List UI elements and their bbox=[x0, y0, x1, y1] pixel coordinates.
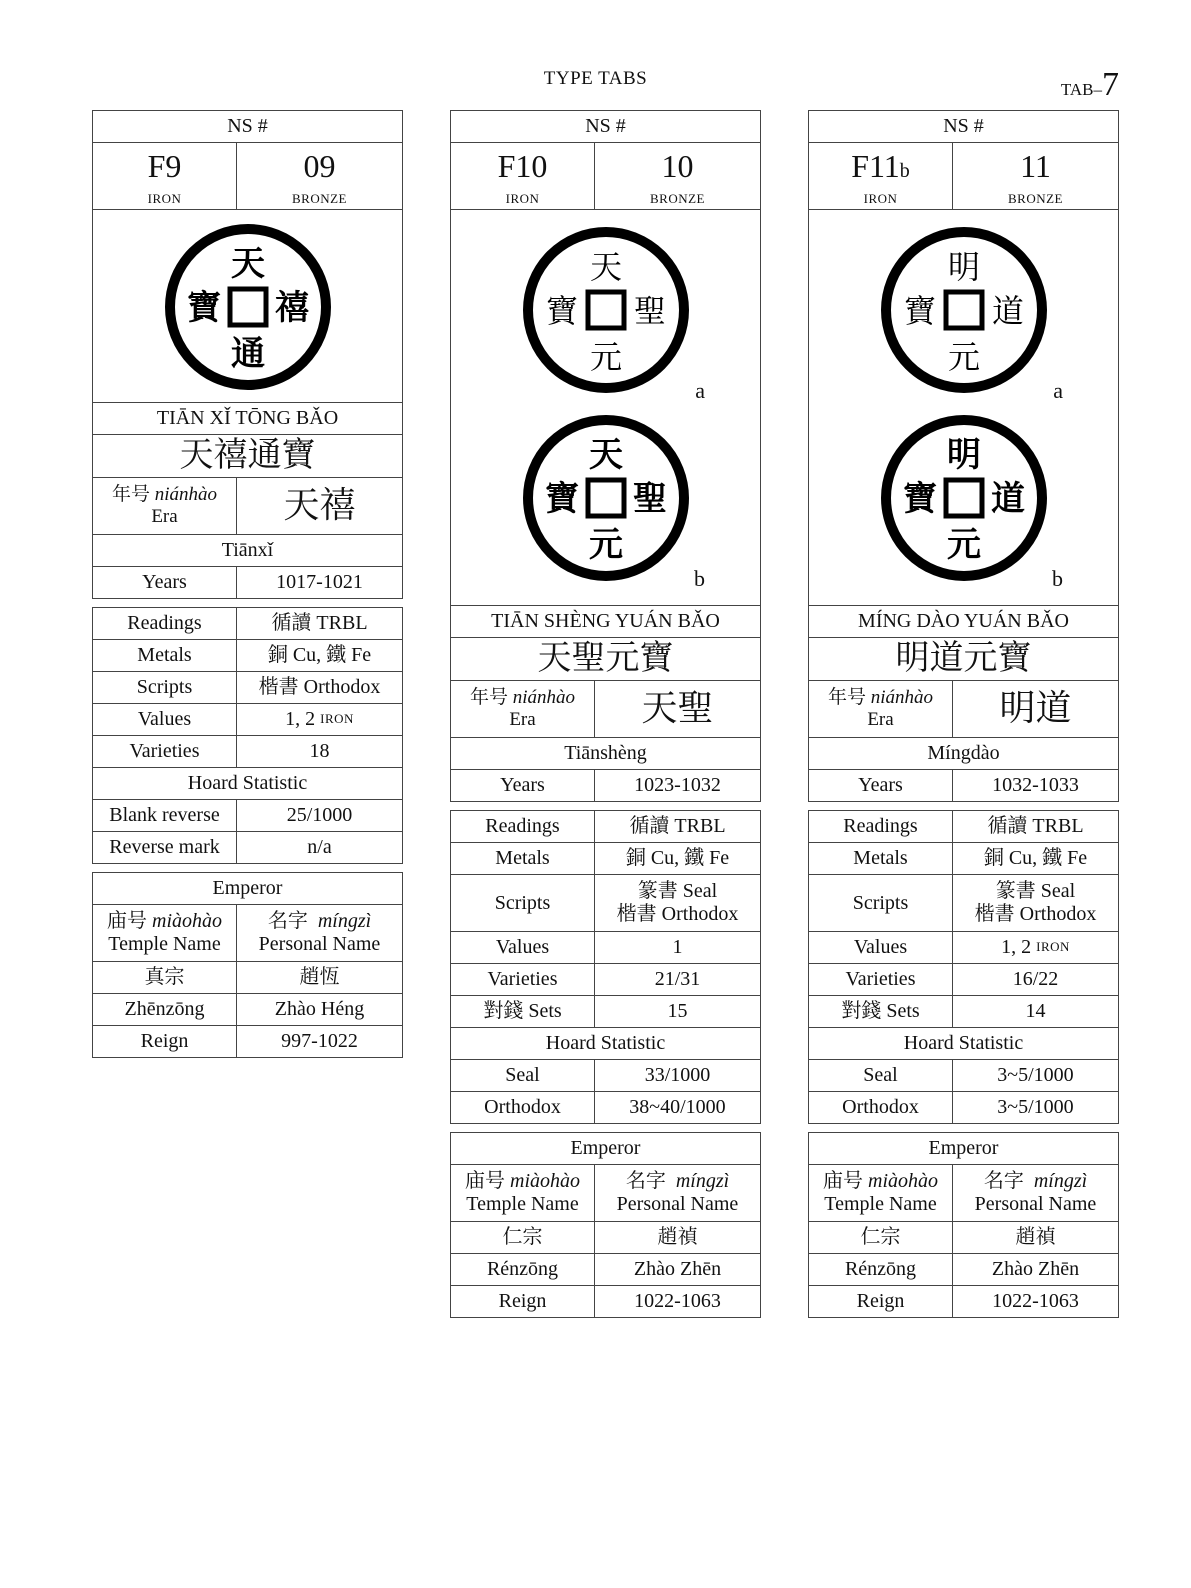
varieties-label: Varieties bbox=[809, 964, 953, 995]
values-label: Values bbox=[93, 704, 237, 735]
varieties-value: 16/22 bbox=[1012, 968, 1059, 990]
type-tab-f9 bbox=[92, 110, 403, 1058]
coin-images bbox=[451, 209, 760, 605]
era-hanzi: 明道 bbox=[999, 688, 1072, 729]
iron-number: F11b bbox=[851, 147, 910, 184]
coin-char-left: 寶 bbox=[902, 481, 937, 518]
emperor-box bbox=[450, 1132, 761, 1318]
iron-label: IRON bbox=[505, 190, 540, 206]
ns-label: NS # bbox=[227, 115, 268, 137]
metals-value: 銅 Cu, 鐵 Fe bbox=[983, 847, 1088, 869]
page-title: TYPE TABS bbox=[543, 68, 648, 89]
coin-char-left: 寶 bbox=[903, 293, 936, 329]
sets-label: 對錢 Sets bbox=[451, 996, 595, 1027]
coin-name-hanzi: 明道元寶 bbox=[895, 640, 1032, 678]
varieties-value: 21/31 bbox=[654, 968, 701, 990]
hoard-seal-value: 3~5/1000 bbox=[997, 1064, 1074, 1086]
bronze-number-cell bbox=[595, 143, 760, 209]
scripts-value: 篆書 Seal 楷書 Orthodox bbox=[616, 880, 739, 925]
ns-box bbox=[808, 110, 1119, 802]
details-box bbox=[450, 810, 761, 1124]
hoard-seal-label: Seal bbox=[451, 1060, 595, 1091]
personal-name-pinyin: Zhào Zhēn bbox=[991, 1258, 1080, 1280]
reverse-mark-label: Reverse mark bbox=[93, 832, 237, 863]
bronze-label: BRONZE bbox=[650, 190, 705, 206]
era-pinyin: Tiānxǐ bbox=[221, 539, 274, 561]
values-value: 1 bbox=[672, 936, 683, 958]
era-hanzi: 天聖 bbox=[641, 688, 714, 729]
varieties-label: Varieties bbox=[93, 736, 237, 767]
personal-name-pinyin: Zhào Zhēn bbox=[633, 1258, 722, 1280]
personal-name-hanzi: 趙禎 bbox=[657, 1226, 698, 1248]
personal-name-hanzi: 趙禎 bbox=[1015, 1226, 1056, 1248]
blank-reverse-value: 25/1000 bbox=[286, 804, 353, 826]
ns-label: NS # bbox=[943, 115, 984, 137]
hoard-statistic-label: Hoard Statistic bbox=[903, 1032, 1024, 1054]
coin-char-top: 天 bbox=[230, 246, 265, 283]
coin-images bbox=[93, 209, 402, 402]
iron-number-cell bbox=[451, 143, 595, 209]
reign-value: 1022-1063 bbox=[634, 1290, 721, 1312]
coin-name-pinyin: MÍNG DÀO YUÁN BǍO bbox=[858, 610, 1069, 632]
iron-number-suffix: b bbox=[899, 159, 910, 182]
coin-name-pinyin: TIĀN XǏ TŌNG BǍO bbox=[156, 407, 339, 429]
coin-image-b bbox=[520, 412, 692, 584]
values-label: Values bbox=[451, 932, 595, 963]
bronze-number-cell bbox=[953, 143, 1118, 209]
iron-label: IRON bbox=[147, 190, 182, 206]
coin-char-right: 聖 bbox=[632, 481, 667, 518]
metals-value: 銅 Cu, 鐵 Fe bbox=[267, 644, 372, 666]
iron-number: F10 bbox=[497, 147, 548, 184]
values-label: Values bbox=[809, 932, 953, 963]
era-label: 年号 niánhào Era bbox=[451, 681, 595, 737]
hoard-orthodox-value: 38~40/1000 bbox=[629, 1096, 726, 1118]
blank-reverse-label: Blank reverse bbox=[93, 800, 237, 831]
metals-label: Metals bbox=[451, 843, 595, 874]
coin-image bbox=[162, 221, 334, 393]
bronze-label: BRONZE bbox=[1008, 190, 1063, 206]
coin-name-hanzi: 天禧通寶 bbox=[179, 437, 316, 475]
era-label: 年号 niánhào Era bbox=[93, 478, 237, 534]
reign-value: 1022-1063 bbox=[992, 1290, 1079, 1312]
coin-b-label: b bbox=[1052, 566, 1063, 591]
personal-name-pinyin: Zhào Héng bbox=[274, 998, 365, 1020]
iron-number: F9 bbox=[147, 147, 182, 184]
hoard-orthodox-label: Orthodox bbox=[809, 1092, 953, 1123]
years-label: Years bbox=[93, 567, 237, 598]
ns-label: NS # bbox=[585, 115, 626, 137]
type-tab-f10 bbox=[450, 110, 761, 1318]
iron-number-cell bbox=[93, 143, 237, 209]
reign-label: Reign bbox=[451, 1286, 595, 1317]
temple-name-pinyin: Zhēnzōng bbox=[93, 994, 237, 1025]
values-value: 1, 2 IRON bbox=[285, 708, 354, 730]
coin-char-left: 寶 bbox=[545, 293, 578, 329]
ns-box bbox=[92, 110, 403, 599]
metals-label: Metals bbox=[809, 843, 953, 874]
bronze-label: BRONZE bbox=[292, 190, 347, 206]
details-box bbox=[808, 810, 1119, 1124]
page-number-value: 7 bbox=[1102, 66, 1119, 103]
hoard-seal-value: 33/1000 bbox=[644, 1064, 711, 1086]
emperor-label: Emperor bbox=[928, 1137, 999, 1159]
era-hanzi: 天禧 bbox=[283, 485, 356, 526]
coin-char-bottom: 元 bbox=[589, 339, 622, 375]
personal-name-label: 名字 míngzì Personal Name bbox=[974, 1170, 1097, 1215]
emperor-box bbox=[92, 872, 403, 1058]
readings-label: Readings bbox=[93, 608, 237, 639]
coin-image-b bbox=[878, 412, 1050, 584]
temple-name-pinyin: Rénzōng bbox=[451, 1254, 595, 1285]
reign-label: Reign bbox=[809, 1286, 953, 1317]
temple-name-hanzi: 真宗 bbox=[93, 962, 237, 993]
years-value: 1023-1032 bbox=[634, 774, 721, 796]
readings-value: 循讀 TRBL bbox=[987, 815, 1084, 837]
iron-label: IRON bbox=[863, 190, 898, 206]
sets-label: 對錢 Sets bbox=[809, 996, 953, 1027]
varieties-label: Varieties bbox=[451, 964, 595, 995]
personal-name-label: 名字 míngzì Personal Name bbox=[616, 1170, 739, 1215]
era-label: 年号 niánhào Era bbox=[809, 681, 953, 737]
details-box bbox=[92, 607, 403, 864]
page-prefix: TAB– bbox=[1060, 80, 1102, 99]
type-tab-f11b bbox=[808, 110, 1119, 1318]
years-label: Years bbox=[451, 770, 595, 801]
coin-char-bottom: 元 bbox=[588, 527, 623, 564]
readings-label: Readings bbox=[809, 811, 953, 842]
emperor-label: Emperor bbox=[212, 877, 283, 899]
hoard-statistic-label: Hoard Statistic bbox=[187, 772, 308, 794]
iron-number-cell bbox=[809, 143, 953, 209]
personal-name-label: 名字 míngzì Personal Name bbox=[258, 910, 381, 955]
coin-char-bottom: 元 bbox=[947, 339, 980, 375]
coin-char-left: 寶 bbox=[544, 481, 579, 518]
reign-value: 997-1022 bbox=[281, 1030, 358, 1052]
sets-value: 14 bbox=[1025, 1000, 1046, 1022]
coin-char-right: 聖 bbox=[633, 293, 666, 329]
bronze-number: 11 bbox=[1020, 147, 1051, 184]
readings-value: 循讀 TRBL bbox=[629, 815, 726, 837]
coin-image-a bbox=[520, 224, 692, 396]
hoard-seal-label: Seal bbox=[809, 1060, 953, 1091]
scripts-value: 楷書 Orthodox bbox=[258, 676, 381, 698]
readings-value: 循讀 TRBL bbox=[271, 612, 368, 634]
years-value: 1032-1033 bbox=[992, 774, 1079, 796]
sets-value: 15 bbox=[667, 1000, 688, 1022]
reign-label: Reign bbox=[93, 1026, 237, 1057]
coin-char-left: 寶 bbox=[186, 290, 221, 327]
temple-name-hanzi: 仁宗 bbox=[451, 1222, 595, 1253]
coin-image-a bbox=[878, 224, 1050, 396]
coin-char-bottom: 通 bbox=[230, 336, 265, 373]
coin-a-label: a bbox=[1053, 378, 1063, 403]
coin-char-top: 天 bbox=[588, 437, 623, 474]
emperor-label: Emperor bbox=[570, 1137, 641, 1159]
bronze-number-cell bbox=[237, 143, 402, 209]
scripts-value: 篆書 Seal 楷書 Orthodox bbox=[974, 880, 1097, 925]
temple-name-label: 庙号 miàohào Temple Name bbox=[93, 905, 237, 961]
hoard-statistic-label: Hoard Statistic bbox=[545, 1032, 666, 1054]
era-pinyin: Tiānshèng bbox=[564, 742, 647, 764]
coin-a-label: a bbox=[695, 378, 705, 403]
reverse-mark-value: n/a bbox=[307, 836, 332, 858]
coin-char-right: 道 bbox=[990, 481, 1025, 518]
temple-name-label: 庙号 miàohào Temple Name bbox=[809, 1165, 953, 1221]
coin-char-top: 天 bbox=[589, 249, 622, 285]
metals-value: 銅 Cu, 鐵 Fe bbox=[625, 847, 730, 869]
hoard-orthodox-value: 3~5/1000 bbox=[997, 1096, 1074, 1118]
coin-char-bottom: 元 bbox=[946, 527, 981, 564]
readings-label: Readings bbox=[451, 811, 595, 842]
page-number bbox=[1061, 66, 1119, 104]
bronze-number: 09 bbox=[303, 147, 336, 184]
coin-images bbox=[809, 209, 1118, 605]
metals-label: Metals bbox=[93, 640, 237, 671]
scripts-label: Scripts bbox=[451, 875, 595, 931]
coin-name-hanzi: 天聖元寶 bbox=[537, 640, 674, 678]
coin-char-top: 明 bbox=[946, 437, 981, 474]
values-value: 1, 2 IRON bbox=[1001, 936, 1070, 958]
personal-name-hanzi: 趙恆 bbox=[299, 966, 340, 988]
emperor-box bbox=[808, 1132, 1119, 1318]
ns-box bbox=[450, 110, 761, 802]
coin-char-top: 明 bbox=[947, 249, 980, 285]
varieties-value: 18 bbox=[309, 740, 330, 762]
hoard-orthodox-label: Orthodox bbox=[451, 1092, 595, 1123]
years-label: Years bbox=[809, 770, 953, 801]
bronze-number: 10 bbox=[661, 147, 694, 184]
scripts-label: Scripts bbox=[809, 875, 953, 931]
scripts-label: Scripts bbox=[93, 672, 237, 703]
temple-name-hanzi: 仁宗 bbox=[809, 1222, 953, 1253]
coin-b-label: b bbox=[694, 566, 705, 591]
coin-char-right: 道 bbox=[991, 293, 1024, 329]
era-pinyin: Míngdào bbox=[927, 742, 1000, 764]
temple-name-label: 庙号 miàohào Temple Name bbox=[451, 1165, 595, 1221]
coin-name-pinyin: TIĀN SHÈNG YUÁN BǍO bbox=[491, 610, 720, 632]
coin-char-right: 禧 bbox=[274, 290, 309, 327]
temple-name-pinyin: Rénzōng bbox=[809, 1254, 953, 1285]
years-value: 1017-1021 bbox=[276, 571, 363, 593]
